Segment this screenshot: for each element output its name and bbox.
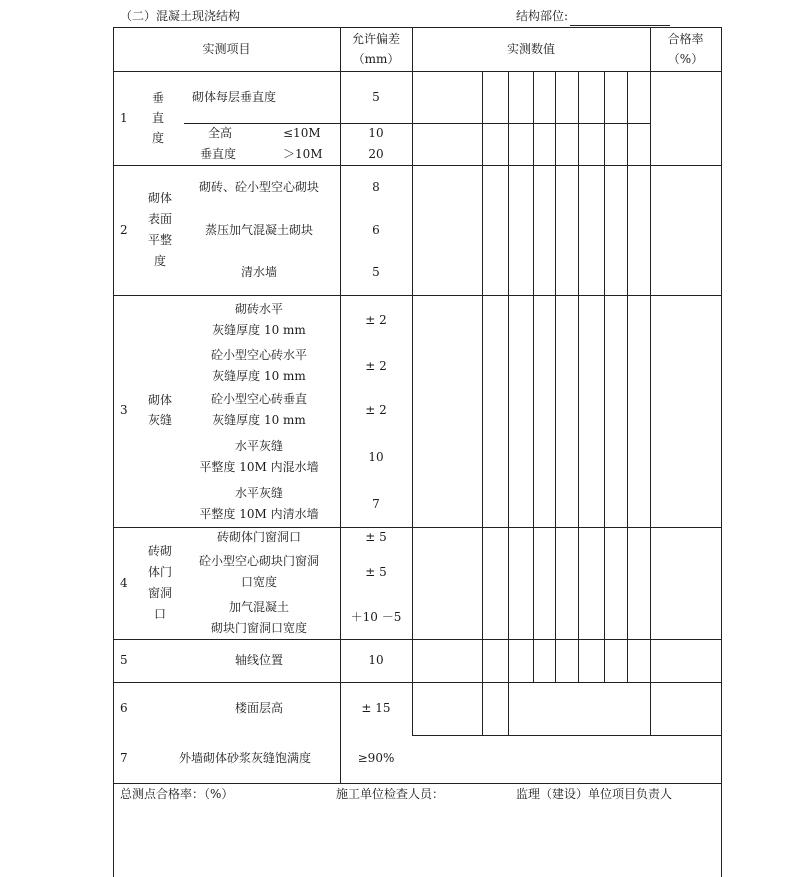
item-label: 楼面层高 [234,701,283,715]
sub-item: 砌体每层垂直度 [192,90,277,104]
row-number: 2 [120,223,128,237]
sub-item: 全高 [208,126,233,140]
header-pass-rate-1: 合格率 [667,32,704,46]
row-number: 7 [120,751,128,765]
header-pass-rate-2: （%） [667,52,704,66]
item-label: 轴线位置 [234,653,283,667]
allowed-value: 10 [368,653,384,667]
row-category: 度 [153,254,166,268]
allowed-value: ＋10 －5 [350,610,402,624]
sub-item: 砼小型空心砌块门窗洞 [198,554,319,568]
row-category: 砖砌 [147,544,172,558]
allowed-value: ≥90% [357,751,395,765]
total-pass-rate-label: 总测点合格率：（%） [120,787,234,801]
row-category: 砌体 [147,191,172,205]
row-number: 1 [120,111,128,125]
row-category: 灰缝 [147,413,172,427]
row-number: 4 [120,576,128,590]
sub-item: 砌砖水平 [234,302,283,316]
sub-item: 水平灰缝 [234,439,283,453]
sub-item: 清水墙 [240,265,277,279]
allowed-value: 10 [368,450,384,464]
allowed-value: 5 [372,90,380,104]
condition: ≤10M [283,126,321,140]
row-category: 口 [153,607,166,621]
allowed-value: ± 5 [365,530,387,544]
sub-item: 加气混凝土 [228,600,289,614]
row-category: 直 [152,111,165,125]
header-item: 实测项目 [202,42,251,56]
sub-item: 蒸压加气混凝土砌块 [204,223,313,237]
row-category: 砌体 [147,393,172,407]
sub-item: 灰缝厚度 10 mm [212,323,306,337]
allowed-value: ± 2 [365,359,387,373]
allowed-value: 10 [368,126,384,140]
row-category: 表面 [147,212,172,226]
allowed-value: ± 2 [365,403,387,417]
allowed-value: ± 5 [365,565,387,579]
allowed-value: 8 [372,180,380,194]
item-label: 外墙砌体砂浆灰缝饱满度 [178,751,311,765]
allowed-value: ± 2 [365,313,387,327]
section-title: （二）混凝土现浇结构 [120,9,241,23]
header-allowed-1: 允许偏差 [351,32,400,46]
location-underline [570,25,670,26]
row-category: 度 [152,131,165,145]
allowed-value: ± 15 [361,701,391,715]
row-number: 6 [120,701,128,715]
allowed-value: 7 [372,497,380,511]
sub-item: 平整度 10M 内清水墙 [199,507,319,521]
row-category: 体门 [147,565,172,579]
sub-item: 砌砖、砼小型空心砌块 [198,180,319,194]
sub-item: 砌块门窗洞口宽度 [210,621,307,635]
header-measured: 实测数值 [506,42,555,56]
sub-item: 砼小型空心砖垂直 [210,392,307,406]
sub-item: 水平灰缝 [234,486,283,500]
row-number: 3 [120,403,128,417]
sub-item: 口宽度 [240,575,277,589]
allowed-value: 5 [372,265,380,279]
supervisor-label: 监理（建设）单位项目负责人 [516,787,673,801]
row-category: 平整 [147,233,172,247]
sub-item: 砖砌体门窗洞口 [216,530,301,544]
row-number: 5 [120,653,128,667]
sub-item: 垂直度 [200,147,237,161]
sub-item: 灰缝厚度 10 mm [212,369,306,383]
inspector-label: 施工单位检查人员： [336,787,445,801]
sub-item: 平整度 10M 内混水墙 [199,460,319,474]
allowed-value: 20 [368,147,384,161]
sub-item: 砼小型空心砖水平 [210,348,307,362]
row-category: 垂 [152,91,165,105]
condition: ＞10M [283,147,323,161]
location-label: 结构部位: [516,9,569,23]
row-category: 窗洞 [147,586,172,600]
allowed-value: 6 [372,223,380,237]
sub-item: 灰缝厚度 10 mm [212,413,306,427]
header-allowed-2: （mm） [352,52,400,66]
